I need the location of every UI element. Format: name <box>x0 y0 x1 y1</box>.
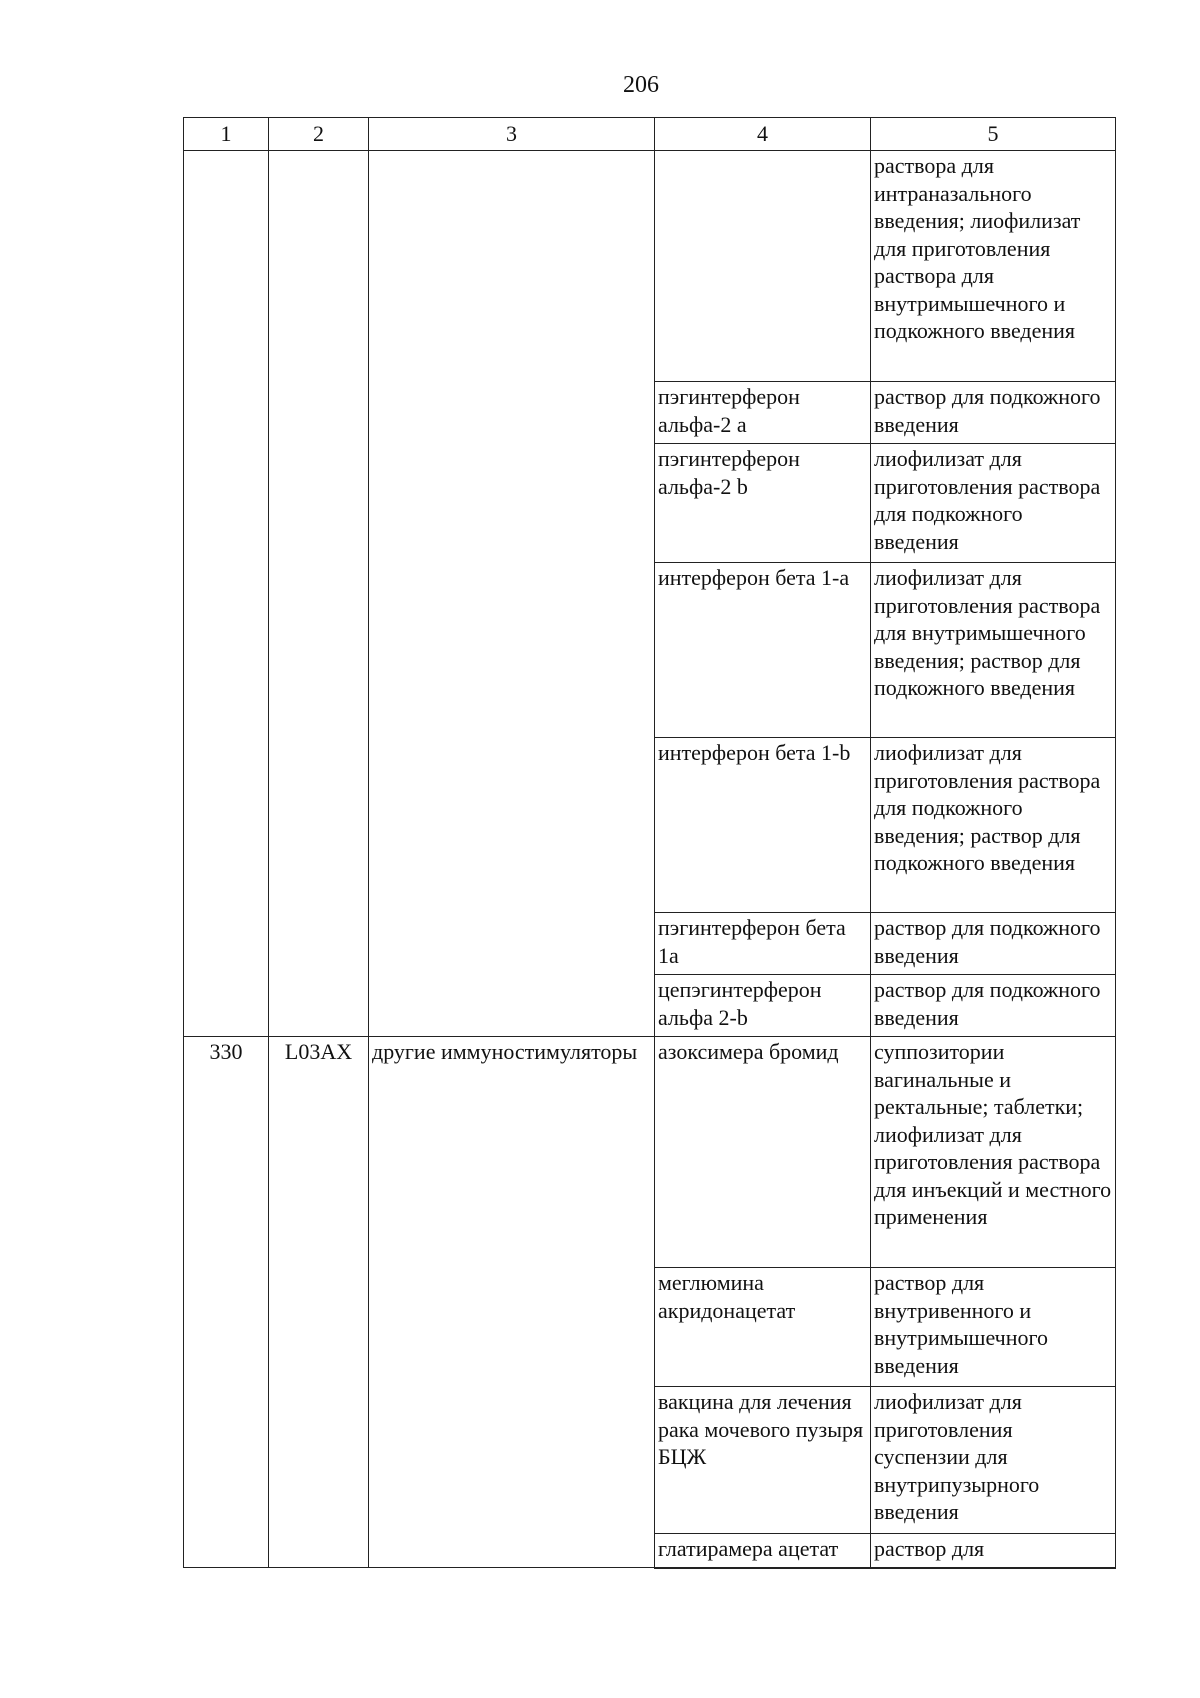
cell-drug-form: раствор для подкожного введения <box>871 913 1116 975</box>
drug-table <box>183 117 1116 1569</box>
cell-drug-name: интерферон бета 1-а <box>655 563 871 738</box>
table-row <box>184 1037 1116 1268</box>
cell-drug-name: глатирамера ацетат <box>655 1534 871 1568</box>
cell-drug-form: суппозитории вагинальные и ректальные; таблетки; лиофилизат для приготовления раствора для инъекций и местного применения <box>871 1037 1116 1268</box>
cell-drug-form: лиофилизат для приготовления суспензии для внутрипузырного введения <box>871 1387 1116 1534</box>
cell-drug-form: лиофилизат для приготовления раствора для внутримышечного введения; раствор для подкожного введения <box>871 563 1116 738</box>
cell-num <box>184 151 269 1037</box>
header-col-2: 2 <box>269 118 369 151</box>
cell-drug-name: интерферон бета 1-b <box>655 738 871 913</box>
cell-drug-form: раствор для внутривенного и внутримышечного введения <box>871 1268 1116 1387</box>
cell-drug-name: меглюмина акридонацетат <box>655 1268 871 1387</box>
table-row <box>184 151 1116 382</box>
cell-drug-name: вакцина для лечения рака мочевого пузыря БЦЖ <box>655 1387 871 1534</box>
header-col-1: 1 <box>184 118 269 151</box>
header-row <box>184 118 1116 151</box>
cell-num: 330 <box>184 1037 269 1568</box>
cell-drug-name: цепэгинтерферон альфа 2-b <box>655 975 871 1037</box>
cell-drug-name: азоксимера бромид <box>655 1037 871 1268</box>
cell-drug-name: пэгинтерферон альфа-2 а <box>655 382 871 444</box>
cell-drug-name <box>655 151 871 382</box>
header-col-5: 5 <box>871 118 1116 151</box>
cell-drug-form: раствор для подкожного введения <box>871 382 1116 444</box>
page-number: 206 <box>623 72 659 98</box>
cell-drug-name: пэгинтерферон альфа-2 b <box>655 444 871 563</box>
cell-drug-form: раствор для <box>871 1534 1116 1568</box>
cell-drug-form: лиофилизат для приготовления раствора для подкожного введения <box>871 444 1116 563</box>
cell-drug-form: лиофилизат для приготовления раствора для подкожного введения; раствор для подкожного введения <box>871 738 1116 913</box>
cell-code: L03AX <box>269 1037 369 1568</box>
cell-drug-name: пэгинтерферон бета 1a <box>655 913 871 975</box>
cell-drug-form: раствора для интраназального введения; лиофилизат для приготовления раствора для внутримышечного и подкожного введения <box>871 151 1116 382</box>
cell-group <box>369 151 655 1037</box>
header-col-4: 4 <box>655 118 871 151</box>
header-col-3: 3 <box>369 118 655 151</box>
cell-group: другие иммуностимуляторы <box>369 1037 655 1568</box>
cell-code <box>269 151 369 1037</box>
cell-drug-form: раствор для подкожного введения <box>871 975 1116 1037</box>
